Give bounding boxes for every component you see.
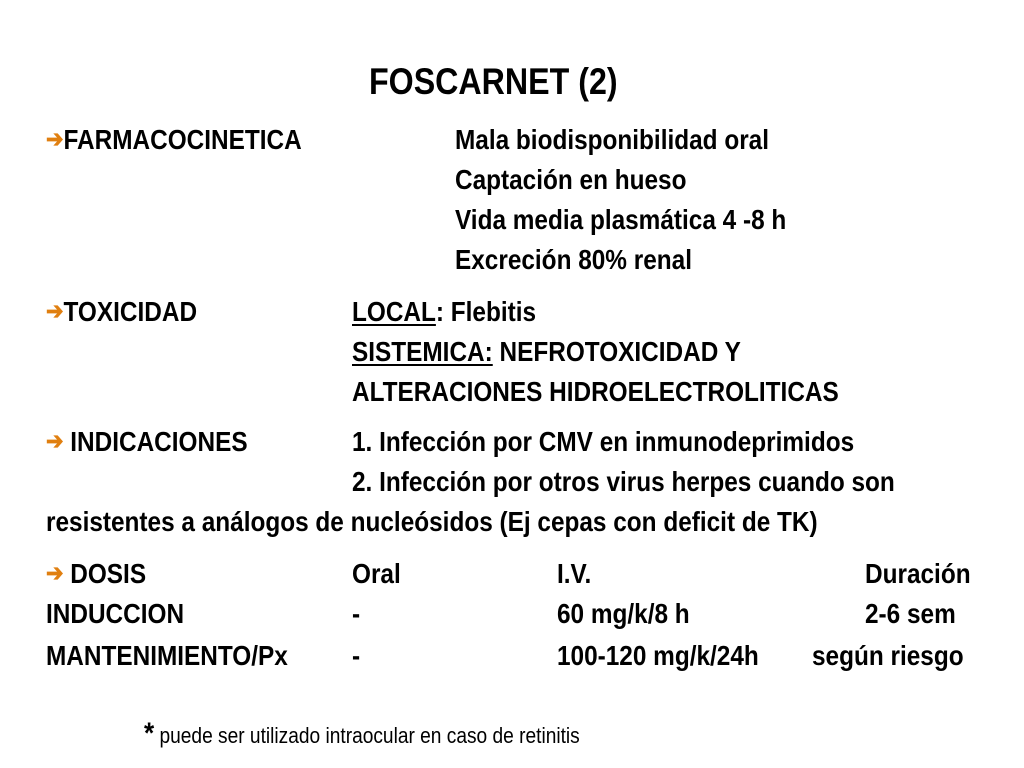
dosis-heading (46, 556, 146, 594)
sistemica-text: NEFROTOXICIDAD Y (492, 336, 741, 367)
footnote (144, 717, 580, 750)
dosis-header-duracion: Duración (865, 558, 971, 589)
dosis-row-duracion: según riesgo (812, 640, 964, 671)
indicaciones-label: INDICACIONES (63, 426, 248, 457)
indicaciones-heading (46, 424, 248, 462)
dosis-row-name: MANTENIMIENTO/Px (46, 640, 288, 671)
toxicidad-heading (46, 294, 197, 332)
indicaciones-item-2: 2. Infección por otros virus herpes cuando son (352, 466, 895, 497)
farmacocinetica-heading (46, 122, 302, 160)
dosis-header-oral: Oral (352, 558, 401, 589)
arrow-icon: ➔ (46, 428, 64, 455)
dosis-row-oral: - (352, 598, 361, 629)
sistemica-label: SISTEMICA: (352, 336, 493, 367)
dosis-row-name: INDUCCION (46, 598, 185, 629)
farmacocinetica-label: FARMACOCINETICA (63, 124, 302, 155)
dosis-row-iv: 100-120 mg/k/24h (557, 640, 759, 671)
toxicidad-local (352, 294, 536, 330)
dosis-row-duracion: 2-6 sem (865, 598, 956, 629)
farmacocinetica-item: Excreción 80% renal (455, 244, 692, 275)
arrow-icon: ➔ (46, 560, 64, 587)
local-text: : Flebitis (435, 296, 537, 327)
arrow-icon: ➔ (46, 298, 64, 325)
toxicidad-line3: ALTERACIONES HIDROELECTROLITICAS (352, 376, 839, 407)
toxicidad-sistemica (352, 334, 741, 370)
dosis-row-oral: - (352, 640, 361, 671)
dosis-header-iv: I.V. (557, 558, 592, 589)
farmacocinetica-item: Vida media plasmática 4 -8 h (455, 204, 787, 235)
slide-title: FOSCARNET (2) (369, 61, 618, 102)
local-label: LOCAL (352, 296, 436, 327)
farmacocinetica-item: Captación en hueso (455, 164, 687, 195)
dosis-row-iv: 60 mg/k/8 h (557, 598, 690, 629)
farmacocinetica-item: Mala biodisponibilidad oral (455, 124, 770, 155)
indicaciones-item-2-continued: resistentes a análogos de nucleósidos (Ej cepas con deficit de TK) (46, 506, 818, 537)
footnote-star: * (144, 717, 155, 750)
dosis-label: DOSIS (63, 558, 147, 589)
indicaciones-item-1: 1. Infección por CMV en inmunodeprimidos (352, 426, 855, 457)
footnote-text: puede ser utilizado intraocular en caso de retinitis (154, 723, 580, 748)
toxicidad-label: TOXICIDAD (63, 296, 198, 327)
arrow-icon: ➔ (46, 126, 64, 153)
